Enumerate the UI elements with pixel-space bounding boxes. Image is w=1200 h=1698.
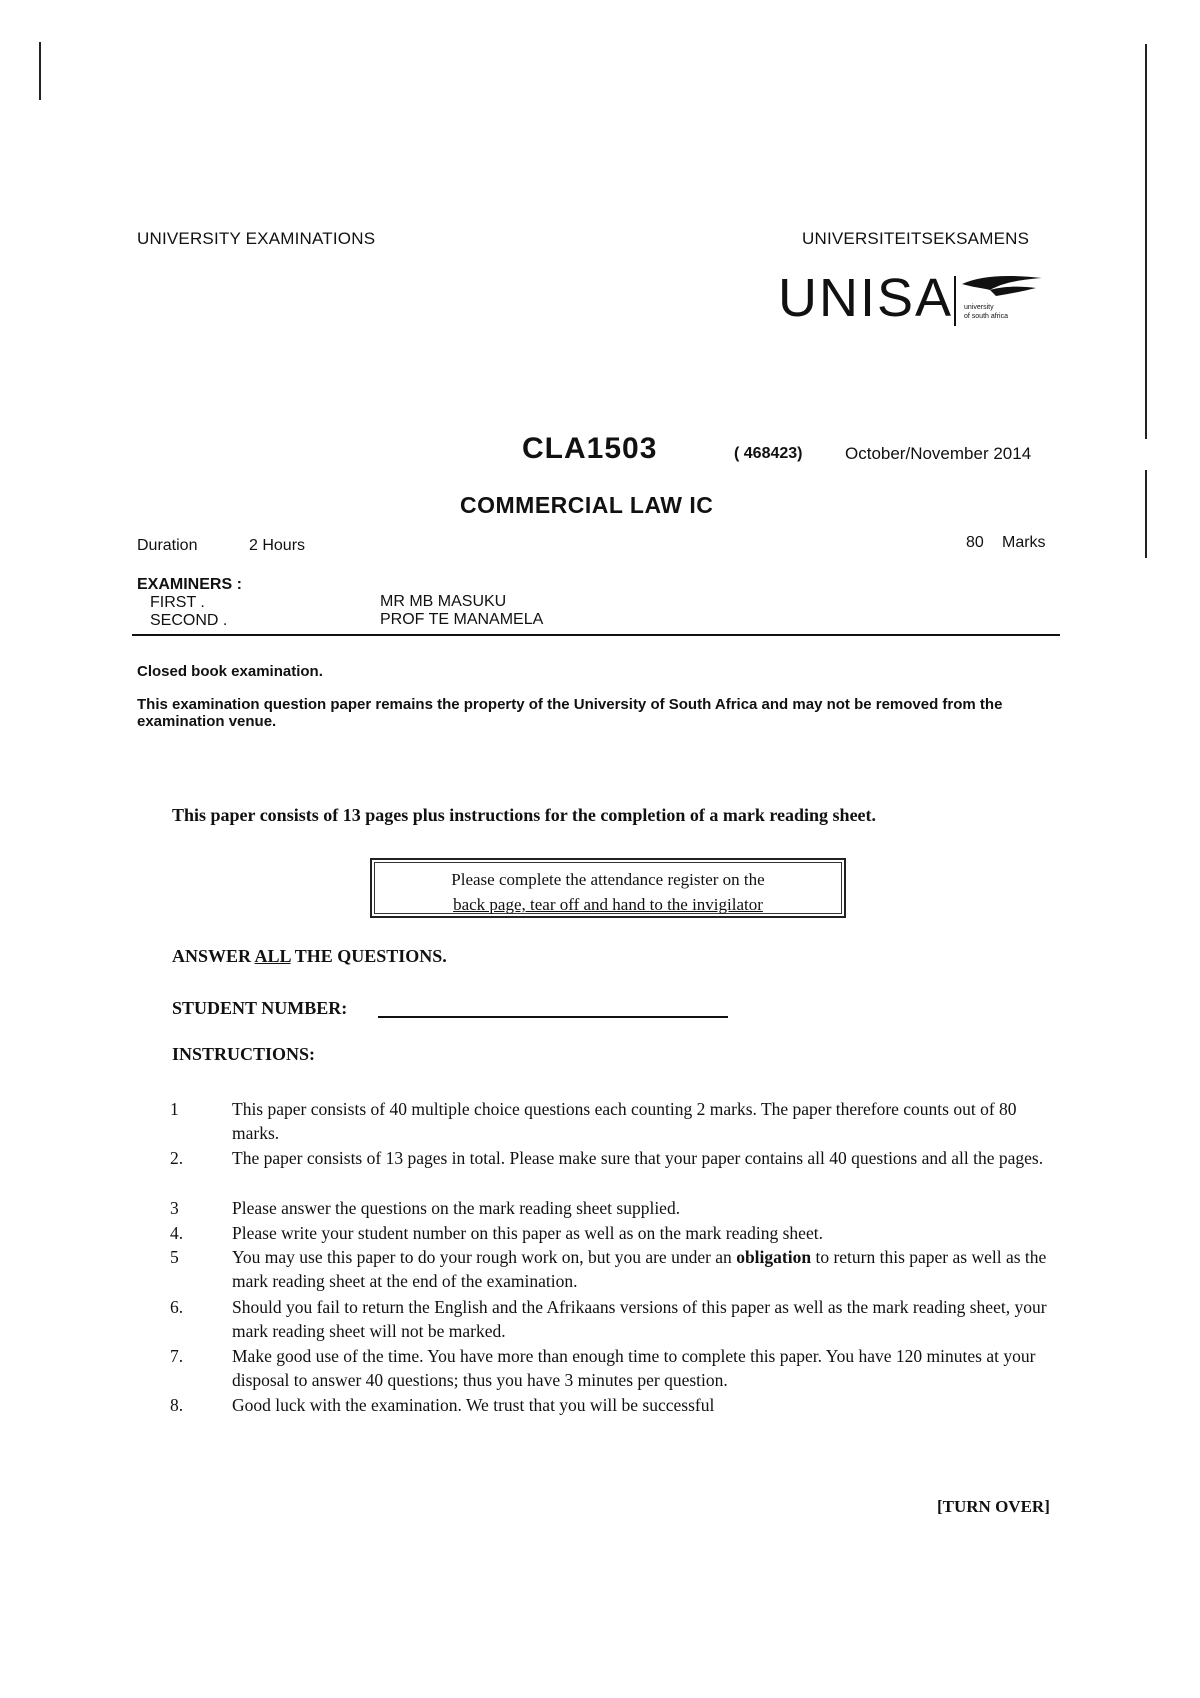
logo-tagline-2: of south africa [964,313,1008,320]
marks-value: 80 [966,534,984,551]
instruction-text-bold: obligation [736,1247,812,1267]
answer-all-instruction [172,946,447,967]
header-left: UNIVERSITY EXAMINATIONS [137,229,376,248]
exam-session: October/November 2014 [845,444,1032,463]
header-right: UNIVERSITEITSEKSAMENS [802,229,1030,248]
duration-label: Duration [137,537,198,554]
logo-tagline-1: university [964,304,994,311]
instruction-number: 6. [170,1297,184,1317]
instruction-text-before: You may use this paper to do your rough work on, but you are under an [232,1247,737,1267]
duration-value: 2 Hours [249,537,306,554]
logo-bird-icon [960,274,1045,302]
paper-info: This paper consists of 13 pages plus instructions for the completion of a mark reading sheet. [172,805,877,825]
instruction-text: Please answer the questions on the mark reading sheet supplied. [232,1198,681,1218]
second-examiner-label: SECOND . [150,612,228,629]
instruction-number: 5 [170,1247,179,1267]
first-examiner-name: MR MB MASUKU [380,593,507,610]
instruction-text: Should you fail to return the English and the Afrikaans versions of this paper as well as the mark reading sheet, your mark reading sheet will not be marked. [232,1297,1047,1341]
attendance-line-2: back page, tear off and hand to the invigilator [453,895,763,914]
scan-mark-right-bottom [1145,470,1147,558]
marks-label: Marks [1002,534,1046,551]
instruction-number: 4. [170,1223,184,1243]
exam-subject: COMMERCIAL LAW IC [460,492,714,518]
instruction-text: Good luck with the examination. We trust that you will be successful [232,1395,715,1415]
instruction-text-after: to return this paper as well as the mark reading sheet at the end of the examination. [232,1247,1047,1291]
instruction-number: 8. [170,1395,184,1415]
first-examiner-label: FIRST . [150,594,205,611]
answer-all-suffix: THE QUESTIONS. [290,946,447,966]
instructions-heading: INSTRUCTIONS: [172,1044,316,1064]
examiners-rule [132,634,1060,636]
instruction-text: Make good use of the time. You have more than enough time to complete this paper. You have 120 minutes at your disposal to answer 40 questions; thus you have 3 minutes per question. [232,1346,1036,1390]
student-number-field[interactable] [378,1016,728,1018]
property-note: This examination question paper remains the property of the University of South Africa and may not be removed from the examination venue. [137,696,1003,730]
instruction-text: The paper consists of 13 pages in total. Please make sure that your paper contains all 40 questions and all the pages. [232,1148,1044,1168]
logo-divider [954,276,956,326]
instruction-text: This paper consists of 40 multiple choice questions each counting 2 marks. The paper therefore counts out of 80 marks. [232,1099,1017,1143]
student-number-label: STUDENT NUMBER: [172,998,348,1018]
attendance-notice-box [370,858,846,918]
second-examiner-name: PROF TE MANAMELA [380,611,544,628]
instruction-text [232,1245,1052,1293]
unisa-logo [778,268,1048,338]
scan-mark-left [39,42,41,100]
examiners-heading: EXAMINERS : [137,576,242,593]
attendance-line-1: Please complete the attendance register on the [451,870,765,889]
instruction-text: Please write your student number on this paper as well as on the mark reading sheet. [232,1223,823,1243]
scan-mark-right-top [1145,44,1147,439]
closed-book-note: Closed book examination. [137,663,323,680]
instruction-number: 7. [170,1346,184,1366]
instruction-number: 1 [170,1099,179,1119]
turn-over-note: [TURN OVER] [937,1497,1050,1516]
answer-all-prefix: ANSWER [172,946,255,966]
exam-code: CLA1503 [522,432,658,465]
instruction-number: 3 [170,1198,179,1218]
instruction-number: 2. [170,1148,184,1168]
logo-wordmark: UNISA [778,268,954,328]
exam-reference: ( 468423) [734,445,803,462]
answer-all-emphasis: ALL [254,946,291,966]
